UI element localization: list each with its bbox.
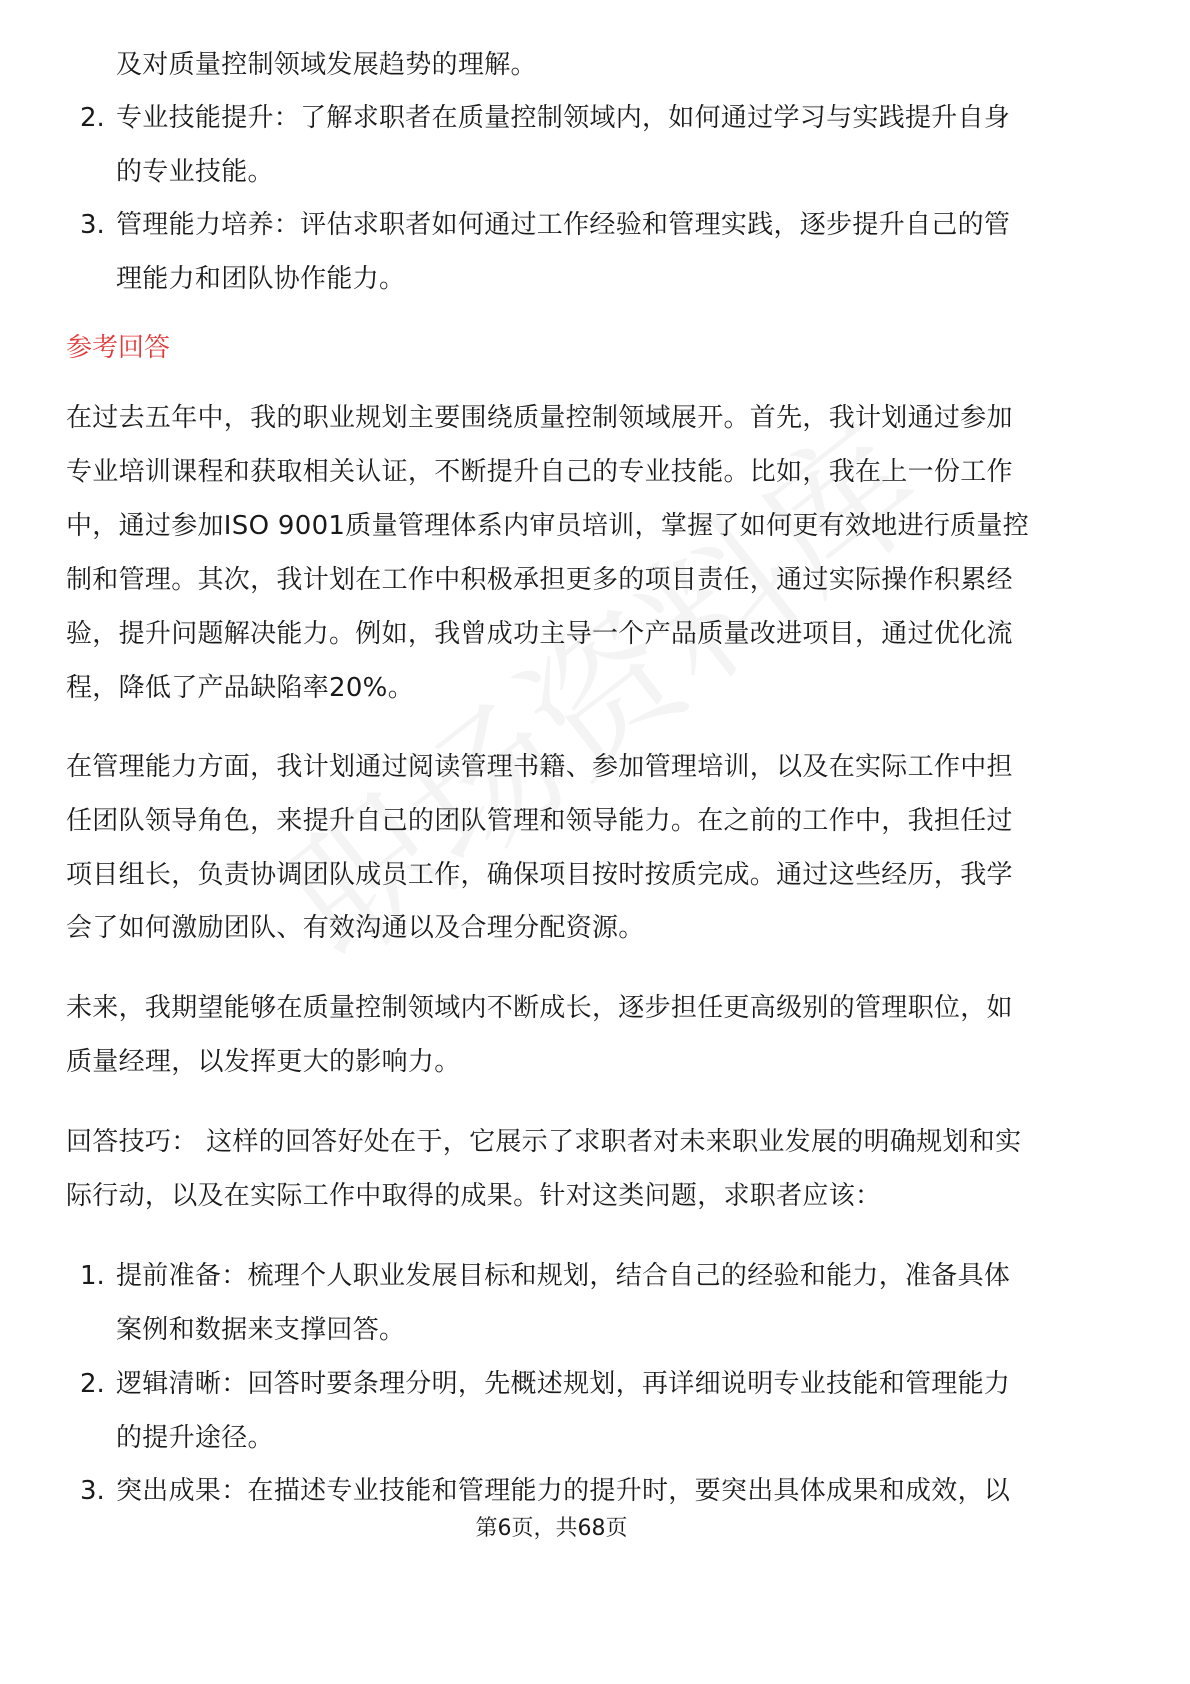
page-footer: 第6页，共68页 (475, 1516, 628, 1541)
list-number: 2. (80, 1369, 105, 1399)
paragraph-line: 在过去五年中，我的职业规划主要围绕质量控制领域展开。首先，我计划通过参加 (66, 403, 1013, 433)
list-item-text: 的专业技能。 (116, 157, 274, 187)
list-item-continuation: 及对质量控制领域发展趋势的理解。 (116, 50, 537, 80)
list-item-text: 的提升途径。 (116, 1423, 274, 1453)
list-number: 3. (80, 1476, 105, 1506)
paragraph-line: 程，降低了产品缺陷率20%。 (66, 673, 414, 703)
paragraph-line: 际行动，以及在实际工作中取得的成果。针对这类问题，求职者应该： (66, 1181, 882, 1211)
paragraph-line: 专业培训课程和获取相关认证，不断提升自己的专业技能。比如，我在上一份工作 (66, 457, 1013, 487)
paragraph-line: 在管理能力方面，我计划通过阅读管理书籍、参加管理培训，以及在实际工作中担 (66, 752, 1013, 782)
list-item-text: 逻辑清晰：回答时要条理分明，先概述规划，再详细说明专业技能和管理能力 (116, 1369, 1011, 1399)
list-number: 3. (80, 210, 105, 240)
paragraph-line: 任团队领导角色，来提升自己的团队管理和领导能力。在之前的工作中，我担任过 (66, 806, 1013, 836)
paragraph-line: 会了如何激励团队、有效沟通以及合理分配资源。 (66, 913, 645, 943)
paragraph-line: 质量经理，以发挥更大的影响力。 (66, 1047, 461, 1077)
paragraph-line: 制和管理。其次，我计划在工作中积极承担更多的项目责任，通过实际操作积累经 (66, 565, 1013, 595)
section-heading: 参考回答 (66, 333, 171, 363)
list-item-text: 案例和数据来支撑回答。 (116, 1315, 406, 1345)
list-item-text: 理能力和团队协作能力。 (116, 264, 406, 294)
paragraph-line: 回答技巧： 这样的回答好处在于，它展示了求职者对未来职业发展的明确规划和实 (66, 1127, 1022, 1157)
list-item-text: 突出成果：在描述专业技能和管理能力的提升时，要突出具体成果和成效，以 (116, 1476, 1011, 1506)
paragraph-line: 中，通过参加ISO 9001质量管理体系内审员培训，掌握了如何更有效地进行质量控 (66, 511, 1030, 541)
list-item-text: 管理能力培养：评估求职者如何通过工作经验和管理实践，逐步提升自己的管 (116, 210, 1011, 240)
list-item-text: 提前准备：梳理个人职业发展目标和规划，结合自己的经验和能力，准备具体 (116, 1261, 1011, 1291)
list-number: 2. (80, 103, 105, 133)
list-number: 1. (80, 1261, 105, 1291)
paragraph-line: 验，提升问题解决能力。例如，我曾成功主导一个产品质量改进项目，通过优化流 (66, 619, 1013, 649)
paragraph-line: 项目组长，负责协调团队成员工作，确保项目按时按质完成。通过这些经历，我学 (66, 860, 1013, 890)
paragraph-line: 未来，我期望能够在质量控制领域内不断成长，逐步担任更高级别的管理职位，如 (66, 993, 1013, 1023)
list-item-text: 专业技能提升：了解求职者在质量控制领域内，如何通过学习与实践提升自身 (116, 103, 1011, 133)
